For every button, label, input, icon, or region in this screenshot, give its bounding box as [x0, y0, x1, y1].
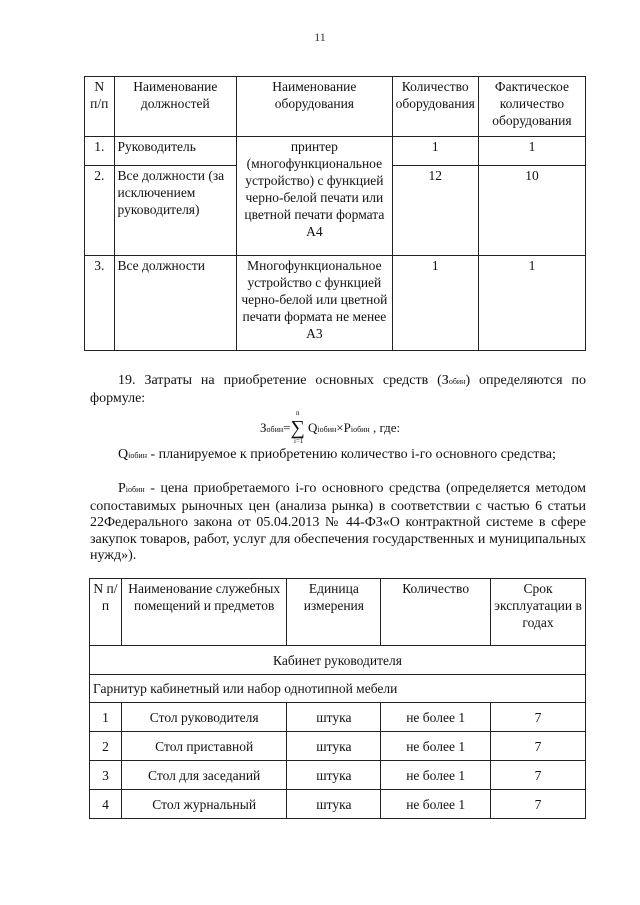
row-position: Все должности (за исключением руководителя): [114, 166, 237, 256]
row-number: 3: [90, 761, 122, 790]
row-name: Стол приставной: [121, 732, 287, 761]
definition-q: [90, 447, 586, 465]
page-number: 11: [314, 30, 326, 44]
row-actual: 1: [478, 256, 585, 351]
formula-lhs-sub: обин: [266, 425, 284, 434]
row-equipment: Многофункциональное устройство с функцией черно-белой или цветной печати формата не менее А3: [237, 256, 392, 351]
sum-icon: ∑: [290, 417, 305, 439]
row-actual: 10: [478, 166, 585, 256]
def-q-symbol: Q: [118, 447, 129, 462]
col-header-term: Срок эксплуатации в годах: [491, 579, 586, 646]
def-q-text: - планируемое к приобретению количество i-го основного средства;: [146, 447, 556, 462]
row-number: 2: [90, 732, 122, 761]
row-quantity: 1: [392, 256, 478, 351]
row-number: 1.: [85, 137, 115, 166]
row-number: 2.: [85, 166, 115, 256]
row-quantity: не более 1: [381, 732, 491, 761]
def-p-symbol: P: [118, 481, 126, 496]
formula-p-sub: iобин: [350, 425, 370, 434]
formula-equals: =: [283, 420, 291, 435]
equipment-table: [84, 76, 586, 351]
furniture-table: [89, 578, 586, 819]
col-header-position: Наименование должностей: [114, 77, 237, 137]
row-term: 7: [491, 703, 586, 732]
row-unit: штука: [287, 703, 381, 732]
section-row: [90, 646, 586, 675]
formula-lhs: З: [260, 420, 267, 435]
table-row: [90, 761, 586, 790]
formula-q-sub: iобин: [317, 425, 337, 434]
col-header-quantity: Количество: [381, 579, 491, 646]
row-quantity: не более 1: [381, 761, 491, 790]
row-name: Стол руководителя: [121, 703, 287, 732]
row-name: Стол журнальный: [121, 790, 287, 819]
def-p-sub: iобин: [125, 485, 145, 494]
col-header-unit: Единица измерения: [287, 579, 381, 646]
definition-p: [90, 481, 586, 565]
col-header-equipment: Наименование оборудования: [237, 77, 392, 137]
cost-formula: [260, 409, 401, 445]
formula-q: Q: [308, 420, 318, 435]
section-19-paragraph: [90, 373, 586, 407]
row-quantity: 1: [392, 137, 478, 166]
row-term: 7: [491, 761, 586, 790]
col-header-actual: Фактическое количество оборудования: [478, 77, 585, 137]
row-term: 7: [491, 732, 586, 761]
row-number: 3.: [85, 256, 115, 351]
table-row: [85, 256, 586, 351]
row-unit: штука: [287, 790, 381, 819]
col-header-name: Наименование служебных помещений и предметов: [121, 579, 287, 646]
formula-tail: , где:: [372, 420, 401, 435]
row-unit: штука: [287, 761, 381, 790]
col-header-quantity: Количество оборудования: [392, 77, 478, 137]
row-name: Стол для заседаний: [121, 761, 287, 790]
table-row: [90, 732, 586, 761]
section-row-label: Кабинет руководителя: [90, 646, 586, 675]
row-quantity: 12: [392, 166, 478, 256]
row-equipment-shared: принтер (многофункциональное устройство) с функцией черно-белой печати или цветной печати формата А4: [237, 137, 392, 256]
row-position: Все должности: [114, 256, 237, 351]
row-quantity: не более 1: [381, 790, 491, 819]
row-actual: 1: [478, 137, 585, 166]
section-19-text-end: ) определяются по формуле:: [90, 373, 586, 406]
group-row-label: Гарнитур кабинетный или набор однотипной мебели: [90, 675, 586, 703]
formula-sum-top: n: [296, 409, 300, 417]
group-row: [90, 675, 586, 703]
table-row: [90, 790, 586, 819]
row-position: Руководитель: [114, 137, 237, 166]
formula-sum-bottom: i=1: [294, 437, 304, 445]
row-number: 4: [90, 790, 122, 819]
def-q-sub: iобин: [128, 451, 147, 460]
def-p-text: - цена приобретаемого i-го основного средства (определяется методом сопоставимых рыночных цен (анализа рынка) в соответствии с частью 6 статьи 22Федерального закона от 05.04.2013 № 44-ФЗ«О контрактной системе в сфере закупок товаров, работ, услуг для обеспечения государственных и муниципальных нужд»).: [90, 481, 586, 563]
table-header-row: [90, 579, 586, 646]
formula-times: ×: [336, 420, 344, 435]
col-header-n: N п/п: [90, 579, 122, 646]
table-row: [90, 703, 586, 732]
section-19-text: 19. Затраты на приобретение основных средств (З: [118, 373, 449, 388]
section-19-sub: обин: [448, 377, 466, 386]
table-header-row: [85, 77, 586, 137]
row-number: 1: [90, 703, 122, 732]
row-quantity: не более 1: [381, 703, 491, 732]
table-row: [85, 137, 586, 166]
row-unit: штука: [287, 732, 381, 761]
formula-p: P: [343, 420, 351, 435]
row-term: 7: [491, 790, 586, 819]
col-header-n: N п/п: [85, 77, 115, 137]
